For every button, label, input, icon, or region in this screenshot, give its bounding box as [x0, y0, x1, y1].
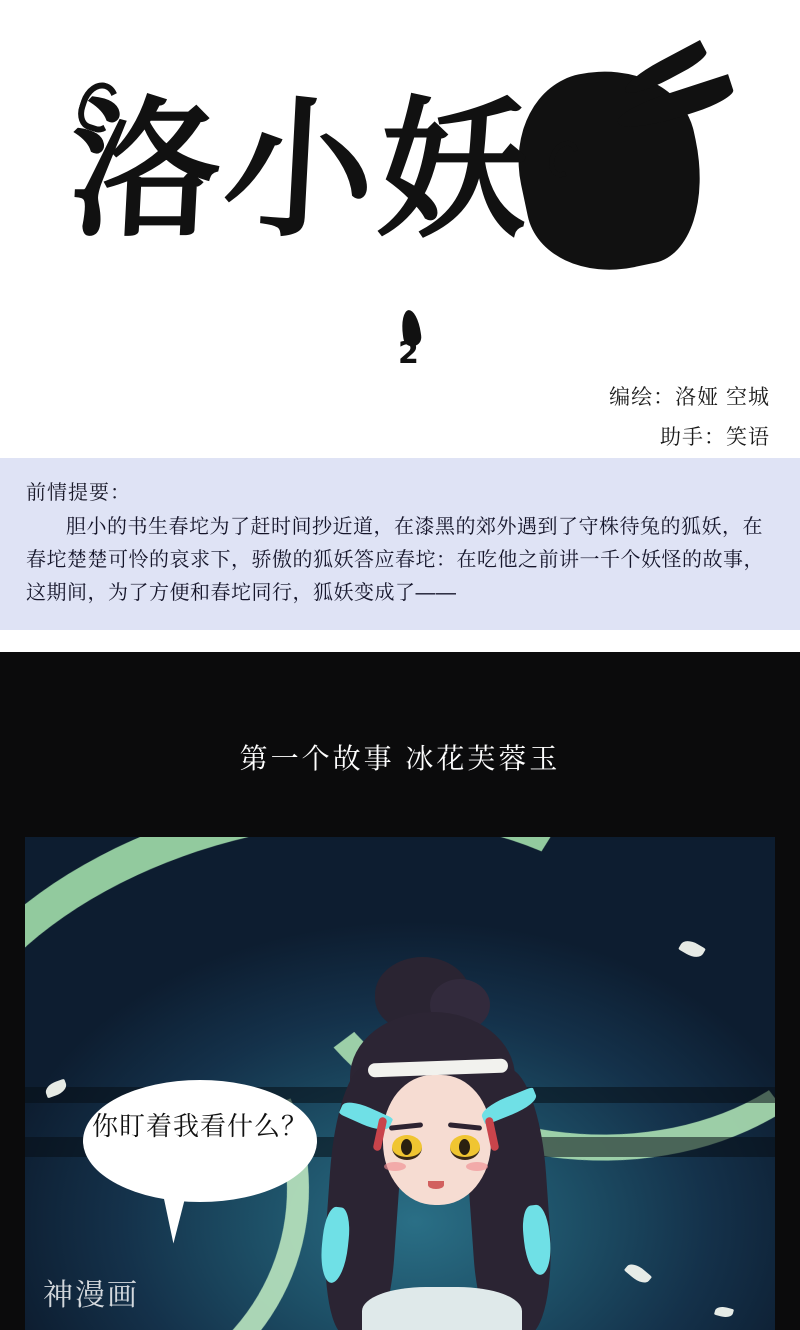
volume-marker: [390, 310, 440, 380]
credits-block: [609, 378, 770, 458]
synopsis-panel: [0, 458, 800, 630]
series-title-text: 洛小妖: [65, 82, 537, 258]
character-collar: [362, 1287, 522, 1330]
watermark: 神漫画: [43, 1278, 139, 1313]
cheek-blush-right: [466, 1162, 488, 1171]
comic-section: [0, 652, 800, 1330]
chapter-title: 第一个故事 冰花芙蓉玉: [239, 743, 561, 774]
synopsis-body: 胆小的书生春坨为了赶时间抄近道，在漆黑的郊外遇到了守株待兔的狐妖，在春坨楚楚可怜的哀求下，骄傲的狐妖答应春坨：在吃他之前讲一千个妖怪的故事，这期间，为了方便和春坨同行，狐妖变成了——: [26, 516, 764, 604]
comic-panel: [25, 837, 775, 1330]
volume-number: 2: [398, 336, 419, 371]
mouth: [428, 1181, 444, 1189]
character-illustration: [280, 957, 610, 1330]
credits-assistant: 助手：笑语: [660, 426, 770, 449]
pupil-right: [459, 1139, 470, 1155]
synopsis-heading: 前情提要：: [26, 482, 131, 504]
cheek-blush-left: [384, 1162, 406, 1171]
series-title-artwork: [60, 40, 740, 310]
pupil-left: [401, 1139, 412, 1155]
speech-bubble-text: 你盯着我看什么？: [91, 1111, 308, 1141]
speech-bubble: [85, 1082, 315, 1200]
cover-header-section: [0, 0, 800, 652]
credits-authors: 编绘：洛娅 空城: [609, 386, 770, 409]
